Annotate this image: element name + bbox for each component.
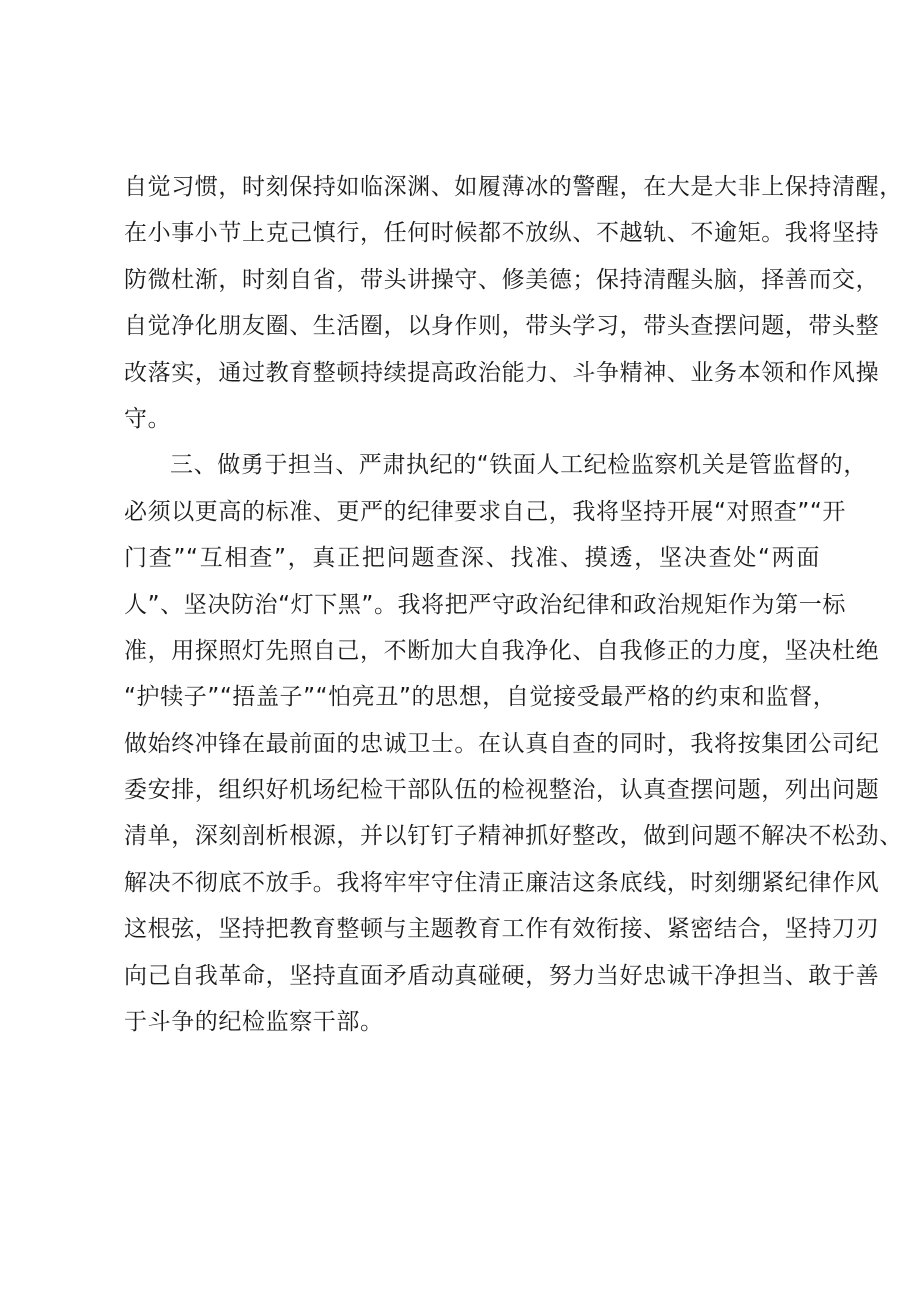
text-line: “护犊子”“捂盖子”“怕亮丑”的思想，自觉接受最严格的约束和监督， — [124, 684, 837, 711]
text-line: 人”、坚决防治“灯下黑”。我将把严守政治纪律和政治规矩作为第一标 — [124, 591, 846, 618]
text-line: 向己自我革命，坚持直面矛盾动真碰硬，努力当好忠诚干净担当、敢于善 — [124, 962, 880, 989]
text-line: 必须以更高的标准、更严的纪律要求自己，我将坚持开展“对照查”“开 — [124, 498, 846, 525]
text-line: 三、做勇于担当、严肃执纪的“铁面人工纪检监察机关是管监督的， — [170, 452, 867, 479]
text-line: 自觉净化朋友圈、生活圈，以身作则，带头学习，带头查摆问题，带头整 — [124, 313, 880, 340]
text-line: 守。 — [124, 405, 172, 432]
text-line: 委安排，组织好机场纪检干部队伍的检视整治，认真查摆问题，列出问题 — [124, 777, 880, 804]
text-line: 门查”“互相查”，真正把问题查深、找准、摸透，坚决查处“两面 — [124, 545, 820, 572]
text-line: 改落实，通过教育整顿持续提高政治能力、斗争精神、业务本领和作风操 — [124, 359, 880, 386]
text-line: 自觉习惯，时刻保持如临深渊、如履薄冰的警醒，在大是大非上保持清醒， — [124, 174, 903, 200]
text-line: 于斗争的纪检监察干部。 — [124, 1009, 384, 1036]
text-line: 防微杜渐，时刻自省，带头讲操守、修美德；保持清醒头脑，择善而交， — [124, 266, 880, 293]
text-line: 这根弦，坚持把教育整顿与主题教育工作有效衔接、紧密结合，坚持刀刃 — [124, 916, 880, 943]
paragraph-continued — [124, 164, 903, 442]
text-line: 做始终冲锋在最前面的忠诚卫士。在认真自查的同时，我将按集团公司纪 — [124, 730, 880, 757]
paragraph-three — [124, 442, 903, 1045]
text-line: 解决不彻底不放手。我将牢牢守住清正廉洁这条底线，时刻绷紧纪律作风 — [124, 869, 880, 896]
text-line: 清单，深刻剖析根源，并以钉钉子精神抓好整改，做到问题不解决不松劲、 — [124, 823, 903, 850]
document-body — [124, 164, 903, 1045]
text-line: 在小事小节上克己慎行，任何时候都不放纵、不越轨、不逾矩。我将坚持 — [124, 220, 880, 247]
text-line: 准，用探照灯先照自己，不断加大自我净化、自我修正的力度，坚决杜绝 — [124, 637, 880, 664]
